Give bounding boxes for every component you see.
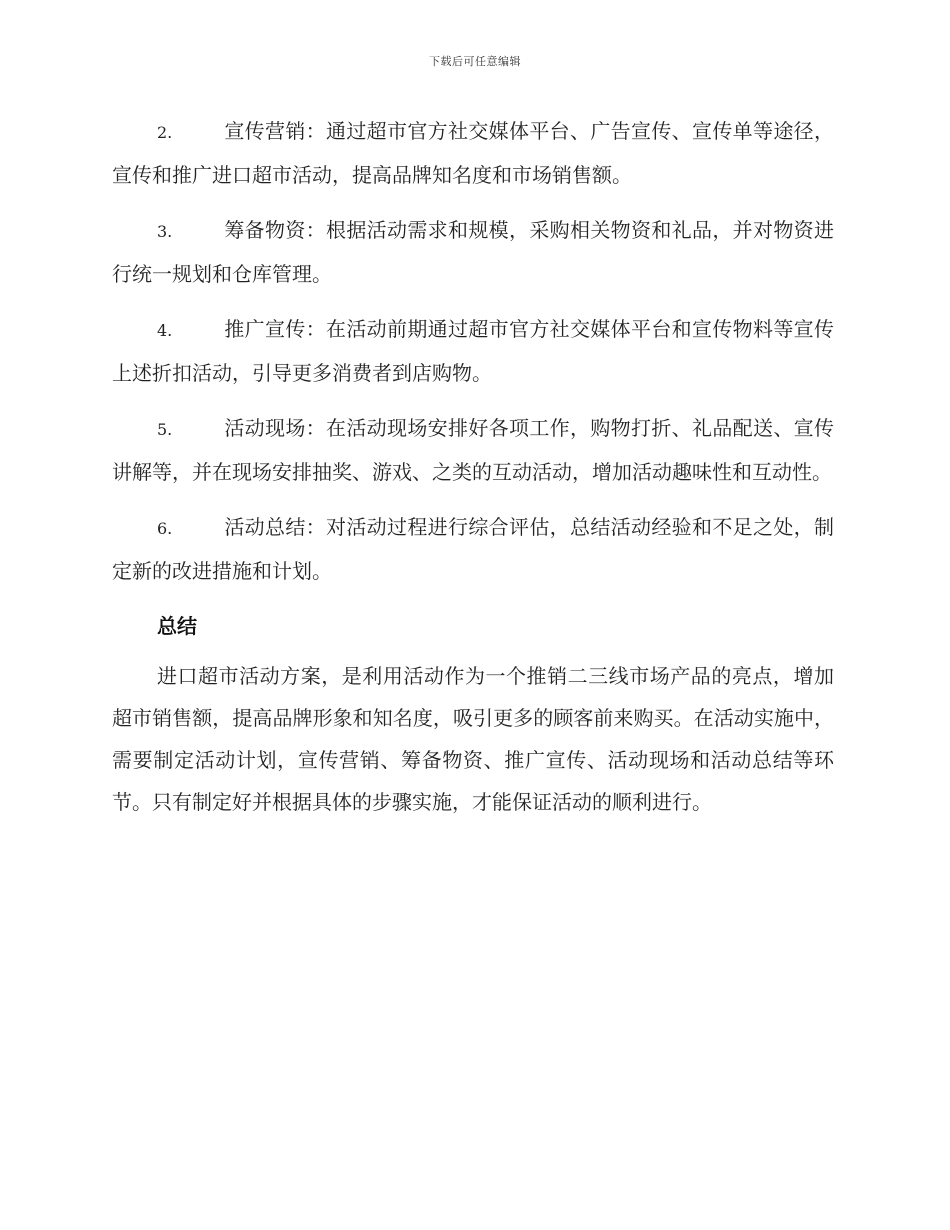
list-item-number: 5. (157, 420, 173, 439)
list-item-4 (112, 308, 834, 394)
document-body (112, 110, 834, 823)
list-item-text: 推广宣传：在活动前期通过超市官方社交媒体平台和宣传物料等宣传上述折扣活动，引导更多消费者到店购物。 (112, 317, 834, 385)
list-item-2 (112, 110, 834, 196)
list-item-text: 筹备物资：根据活动需求和规模，采购相关物资和礼品，并对物资进行统一规划和仓库管理。 (112, 218, 834, 286)
list-item-text: 活动总结：对活动过程进行综合评估，总结活动经验和不足之处，制定新的改进措施和计划。 (112, 515, 834, 583)
list-item-text: 活动现场：在活动现场安排好各项工作，购物打折、礼品配送、宣传讲解等，并在现场安排抽奖、游戏、之类的互动活动，增加活动趣味性和互动性。 (112, 416, 834, 484)
list-item-number: 4. (157, 321, 173, 340)
list-item-number: 3. (157, 222, 173, 241)
list-item-6 (112, 506, 834, 592)
list-item-text: 宣传营销：通过超市官方社交媒体平台、广告宣传、宣传单等途径，宣传和推广进口超市活动，提高品牌知名度和市场销售额。 (112, 119, 834, 187)
list-item-number: 2. (157, 123, 173, 142)
page-header: 下载后可任意编辑 (429, 55, 521, 68)
summary-heading: 总结 (157, 614, 197, 638)
summary-paragraph: 进口超市活动方案，是利用活动作为一个推销二三线市场产品的亮点，增加超市销售额，提高品牌形象和知名度，吸引更多的顾客前来购买。在活动实施中，需要制定活动计划，宣传营销、筹备物资、推广宣传、活动现场和活动总结等环节。只有制定好并根据具体的步骤实施，才能保证活动的顺利进行。 (112, 664, 834, 814)
list-item-5 (112, 407, 834, 493)
list-item-number: 6. (157, 519, 173, 538)
list-item-3 (112, 209, 834, 295)
